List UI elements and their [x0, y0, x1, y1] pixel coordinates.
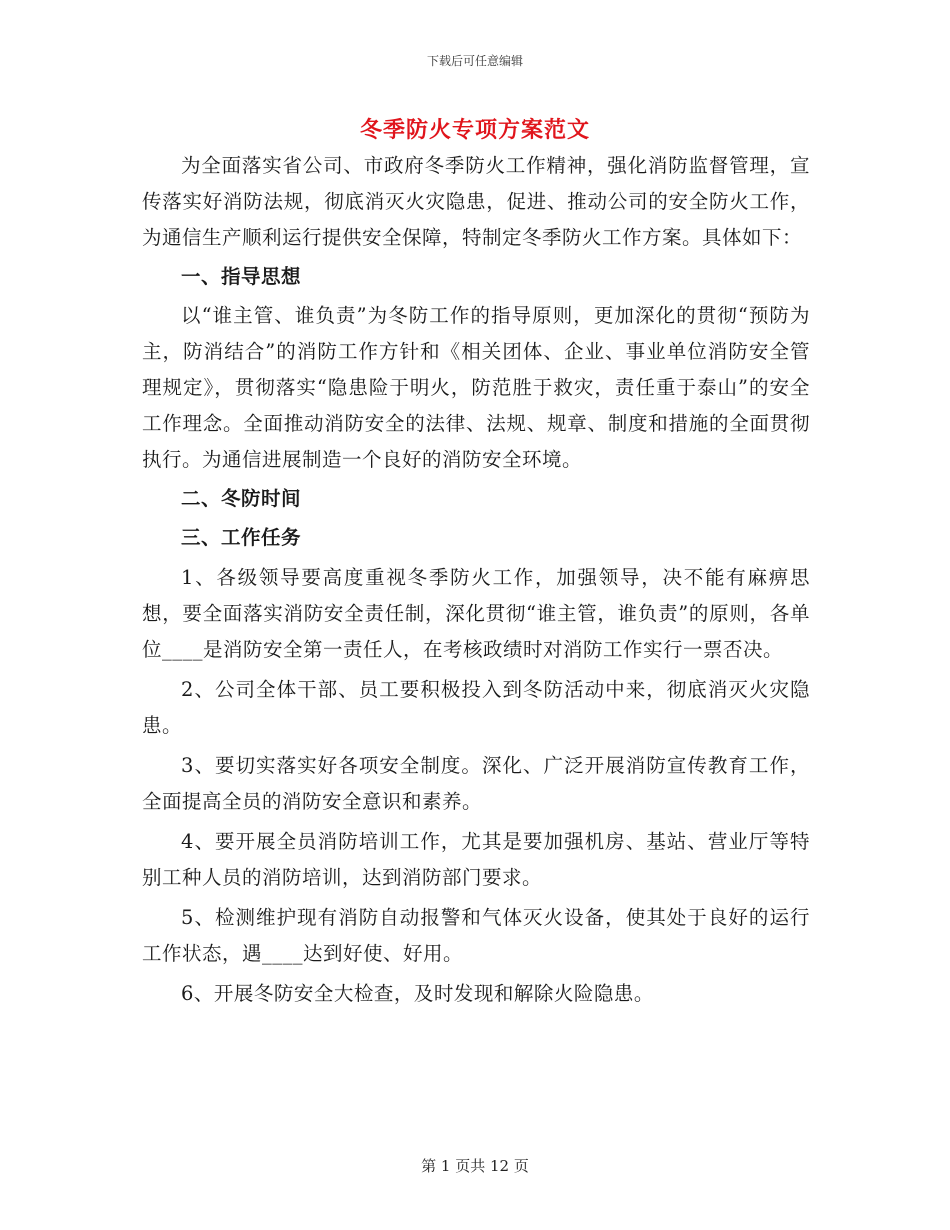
download-note: 下载后可任意编辑: [426, 54, 523, 68]
section-heading-guiding-ideology: 一、指导思想: [181, 265, 302, 288]
page-number-footer: 第 1 页共 12 页: [421, 1157, 529, 1175]
task-item-6: 6、开展冬防安全大检查，及时发现和解除火险隐患。: [181, 982, 654, 1005]
intro-paragraph: 为全面落实省公司、市政府冬季防火工作精神，强化消防监督管理，宣传落实好消防法规，彻底消灭火灾隐患，促进、推动公司的安全防火工作，为通信生产顺利运行提供安全保障，特制定冬季防火工作方案。具体如下：: [142, 154, 810, 249]
document-body: [142, 148, 810, 1016]
guiding-ideology-paragraph: 以“谁主管、谁负责”为冬防工作的指导原则，更加深化的贯彻“预防为主，防消结合”的消防工作方针和《相关团体、企业、事业单位消防安全管理规定》，贯彻落实“隐患险于明火，防范胜于救灾，责任重于泰山”的安全工作理念。全面推动消防安全的法律、法规、规章、制度和措施的全面贯彻执行。为通信进展制造一个良好的消防安全环境。: [142, 304, 810, 471]
task-item-2: 2、公司全体干部、员工要积极投入到冬防活动中来，彻底消灭火灾隐患。: [142, 678, 810, 737]
section-heading-winter-period: 二、冬防时间: [181, 487, 302, 510]
task-item-1: 1、各级领导要高度重视冬季防火工作，加强领导，决不能有麻痹思想，要全面落实消防安全责任制，深化贯彻“谁主管，谁负责”的原则，各单位____是消防安全第一责任人，在考核政绩时对消防工作实行一票否决。: [142, 566, 810, 661]
task-item-3: 3、要切实落实好各项安全制度。深化、广泛开展消防宣传教育工作，全面提高全员的消防安全意识和素养。: [142, 754, 810, 813]
section-heading-work-tasks: 三、工作任务: [181, 526, 302, 549]
task-item-4: 4、要开展全员消防培训工作，尤其是要加强机房、基站、营业厅等特别工种人员的消防培训，达到消防部门要求。: [142, 830, 810, 889]
task-item-5: 5、检测维护现有消防自动报警和气体灭火设备，使其处于良好的运行工作状态，遇____达到好使、好用。: [142, 906, 810, 965]
document-title: 冬季防火专项方案范文: [359, 117, 590, 143]
